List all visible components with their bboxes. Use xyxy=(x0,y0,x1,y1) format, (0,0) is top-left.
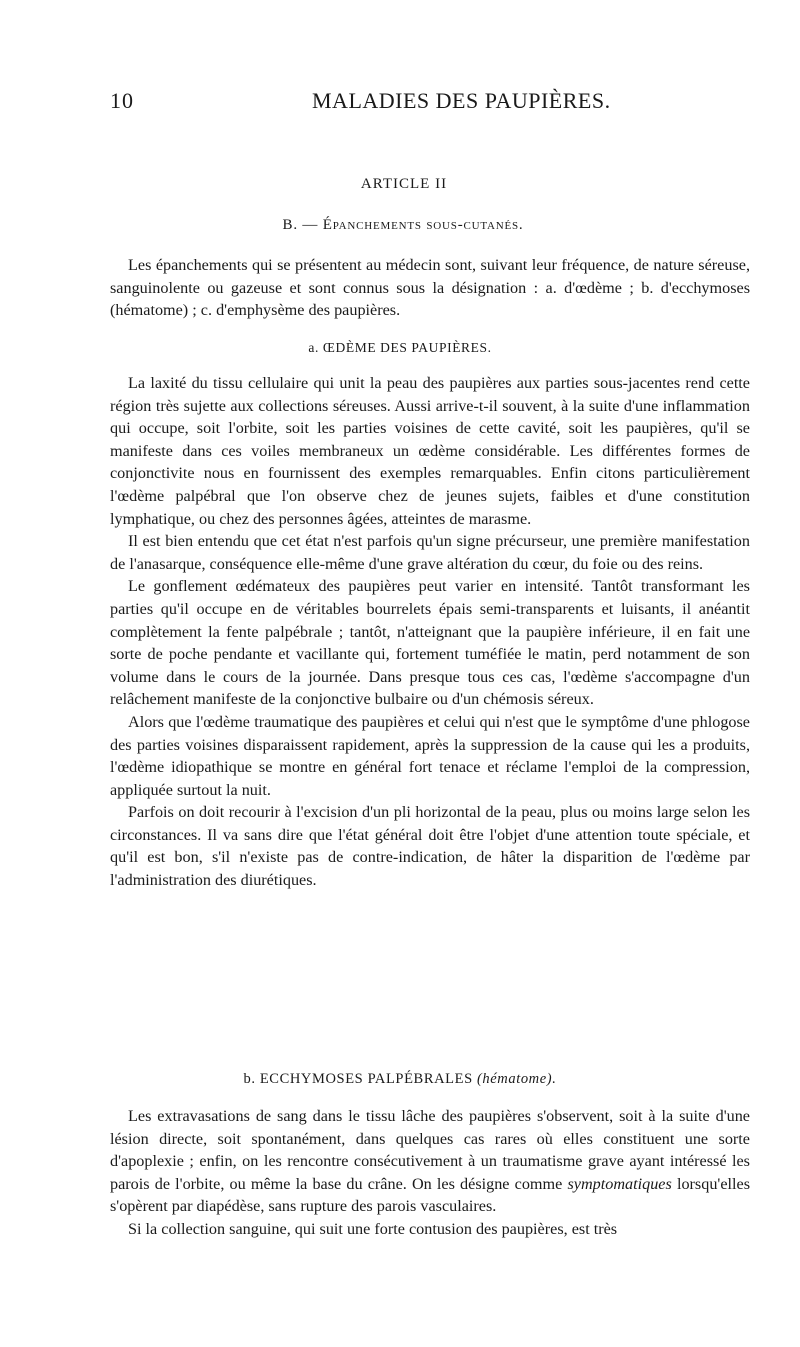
subsection-b-body xyxy=(110,1105,750,1241)
paragraph-italic: symptomatiques xyxy=(567,1174,672,1193)
paragraph: Alors que l'œdème traumatique des paupières et celui qui n'est que le symptôme d'une phlogose des parties voisines disparaissent rapidement, après la suppression de la cause qui les a produits, l'œdème idiopathique se montre en général fort tenace et réclame l'emploi de la compression, appliquée surtout la nuit. xyxy=(110,712,750,799)
section-heading xyxy=(0,217,800,234)
page-number: 10 xyxy=(110,88,134,113)
subsection-b-heading xyxy=(0,1071,800,1088)
paragraph xyxy=(110,1105,750,1218)
intro-block xyxy=(110,254,750,322)
paragraph-start: Les extravasations de sang dans le tissu lâche des paupières s'observent, soit à la suite d'une lésion directe, soit spontanément, dans quelques cas rares où elles constituent une sorte d'apoplexie ; enfin, on les rencontre consécutivement à un traumatisme grave ayant intéressé les parois de l'orbite, ou même la base du crâne. On les désigne comme xyxy=(110,1107,750,1193)
intro-paragraph: Les épanchements qui se présentent au médecin sont, suivant leur fréquence, de nature séreuse, sanguinolente ou gazeuse et sont connus sous la désignation : a. d'œdème ; b. d'ecchymoses (hématome) ; c. d'emphysème des paupières. xyxy=(110,256,750,320)
subsection-a-heading: a. ŒDÈME DES PAUPIÈRES. xyxy=(308,340,492,355)
paragraph: Le gonflement œdémateux des paupières peut varier en intensité. Tantôt transformant les parties qu'il occupe en de véritables bourrelets épais semi-transparents et luisants, il anéantit complètement la fente palpébrale ; tantôt, n'atteignant que la paupière inférieure, il en fait une sorte de poche pendante et vacillante qui, fortement tuméfiée le matin, perd notamment de son volume dans le cours de la journée. Dans presque tous ces cas, l'œdème s'accompagne d'un relâchement manifeste de la conjonctive bulbaire ou d'un chémosis séreux. xyxy=(110,577,750,709)
running-head xyxy=(110,88,750,118)
section-heading-title: Épanchements sous-cutanés. xyxy=(322,217,524,233)
subsection-b-heading-prefix: b. ECCHYMOSES PALPÉBRALES xyxy=(243,1071,477,1087)
paragraph: Parfois on doit recourir à l'excision d'un pli horizontal de la peau, plus ou moins large selon les circonstances. Il va sans dire que l'état général doit être l'objet d'une attention toute spéciale, et qu'il est bon, s'il n'existe pas de contre-indication, de hâter la disparition de l'œdème par l'administration des diurétiques. xyxy=(110,803,750,890)
paragraph: Il est bien entendu que cet état n'est parfois qu'un signe précurseur, une première manifestation de l'anasarque, conséquence elle-même d'une grave altération du cœur, du foie ou des reins. xyxy=(110,532,750,573)
subsection-b-heading-italic: (hématome). xyxy=(476,1071,557,1087)
subsection-a-body xyxy=(110,372,750,892)
running-title: MALADIES DES PAUPIÈRES. xyxy=(312,88,611,113)
paragraph: La laxité du tissu cellulaire qui unit la peau des paupières aux parties sous-jacentes rend cette région très sujette aux collections séreuses. Aussi arrive-t-il souvent, à la suite d'une inflammation qui occupe, soit l'orbite, soit les parties voisines de cette cavité, soit les paupières, qu'il se manifeste dans ces voiles membraneux un œdème considérable. Les différentes formes de conjonctivite nous en fournissent des exemples remarquables. Enfin citons particulièrement l'œdème palpébral que l'on observe chez de jeunes sujets, faibles et d'une constitution lymphatique, ou chez des personnes âgées, atteintes de marasme. xyxy=(110,374,750,528)
paragraph-end: lorsqu'elles s'opèrent par diapédèse, sans rupture des parois vasculaires. xyxy=(110,1174,750,1216)
article-heading: ARTICLE II xyxy=(360,176,448,192)
section-heading-prefix: B. — xyxy=(282,217,323,233)
paragraph: Si la collection sanguine, qui suit une forte contusion des paupières, est très xyxy=(128,1219,618,1238)
